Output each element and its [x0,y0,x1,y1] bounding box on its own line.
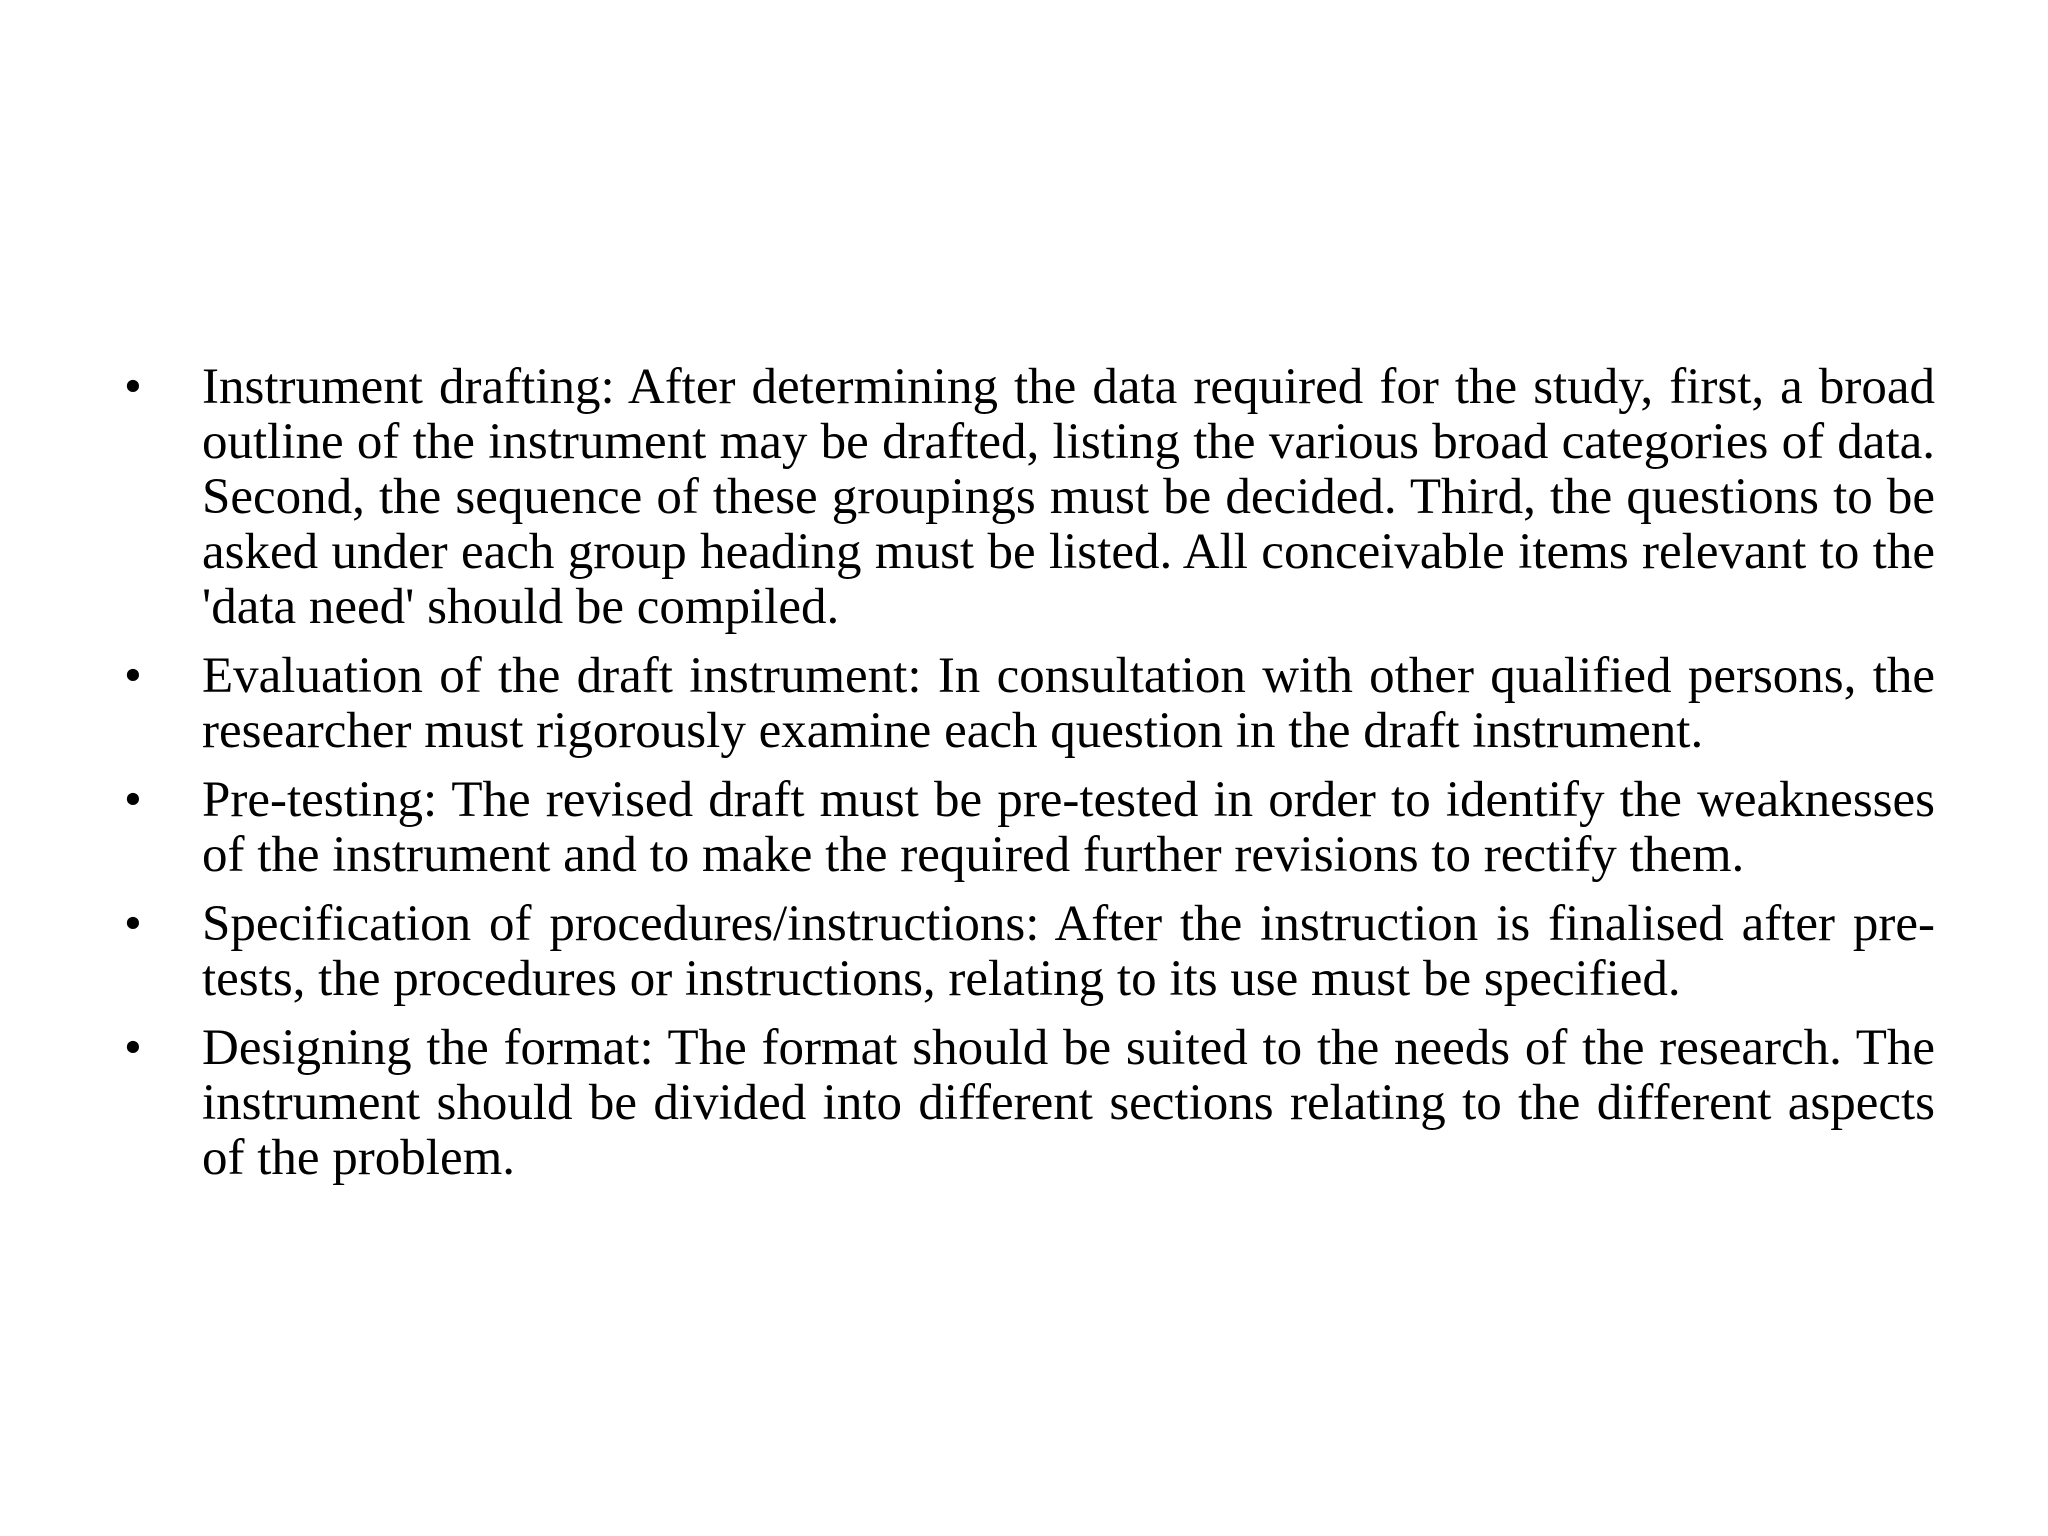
bullet-text: Designing the format: The format should be suited to the needs of the research. The instrument should be divided into different sections relating to the different aspects of the problem. [202,1020,1935,1186]
bullet-text: Evaluation of the draft instrument: In consultation with other qualified persons, the researcher must rigorously examine each question in the draft instrument. [202,648,1935,759]
bullet-item-instrument-drafting [120,360,1935,635]
bullet-text: Pre-testing: The revised draft must be pre-tested in order to identify the weaknesses of the instrument and to make the required further revisions to rectify them. [202,772,1935,883]
bullet-marker: • [124,359,142,415]
bullet-marker: • [124,772,142,828]
bullet-marker: • [124,1020,142,1076]
bullet-item-pre-testing [120,773,1935,883]
bullet-item-specification [120,897,1935,1007]
bullet-text: Specification of procedures/instructions: After the instruction is finalised after pre-tests, the procedures or instructions, relating to its use must be specified. [202,896,1935,1007]
bullet-item-evaluation [120,649,1935,759]
bullet-text: Instrument drafting: After determining the data required for the study, first, a broad outline of the instrument may be drafted, listing the various broad categories of data. Second, the sequence of these groupings must be decided. Third, the questions to be asked under each group heading must be listed. All conceivable items relevant to the 'data need' should be compiled. [202,359,1935,635]
bullet-marker: • [124,648,142,704]
bullet-list [120,360,1935,1200]
bullet-item-designing-format [120,1021,1935,1186]
bullet-marker: • [124,896,142,952]
